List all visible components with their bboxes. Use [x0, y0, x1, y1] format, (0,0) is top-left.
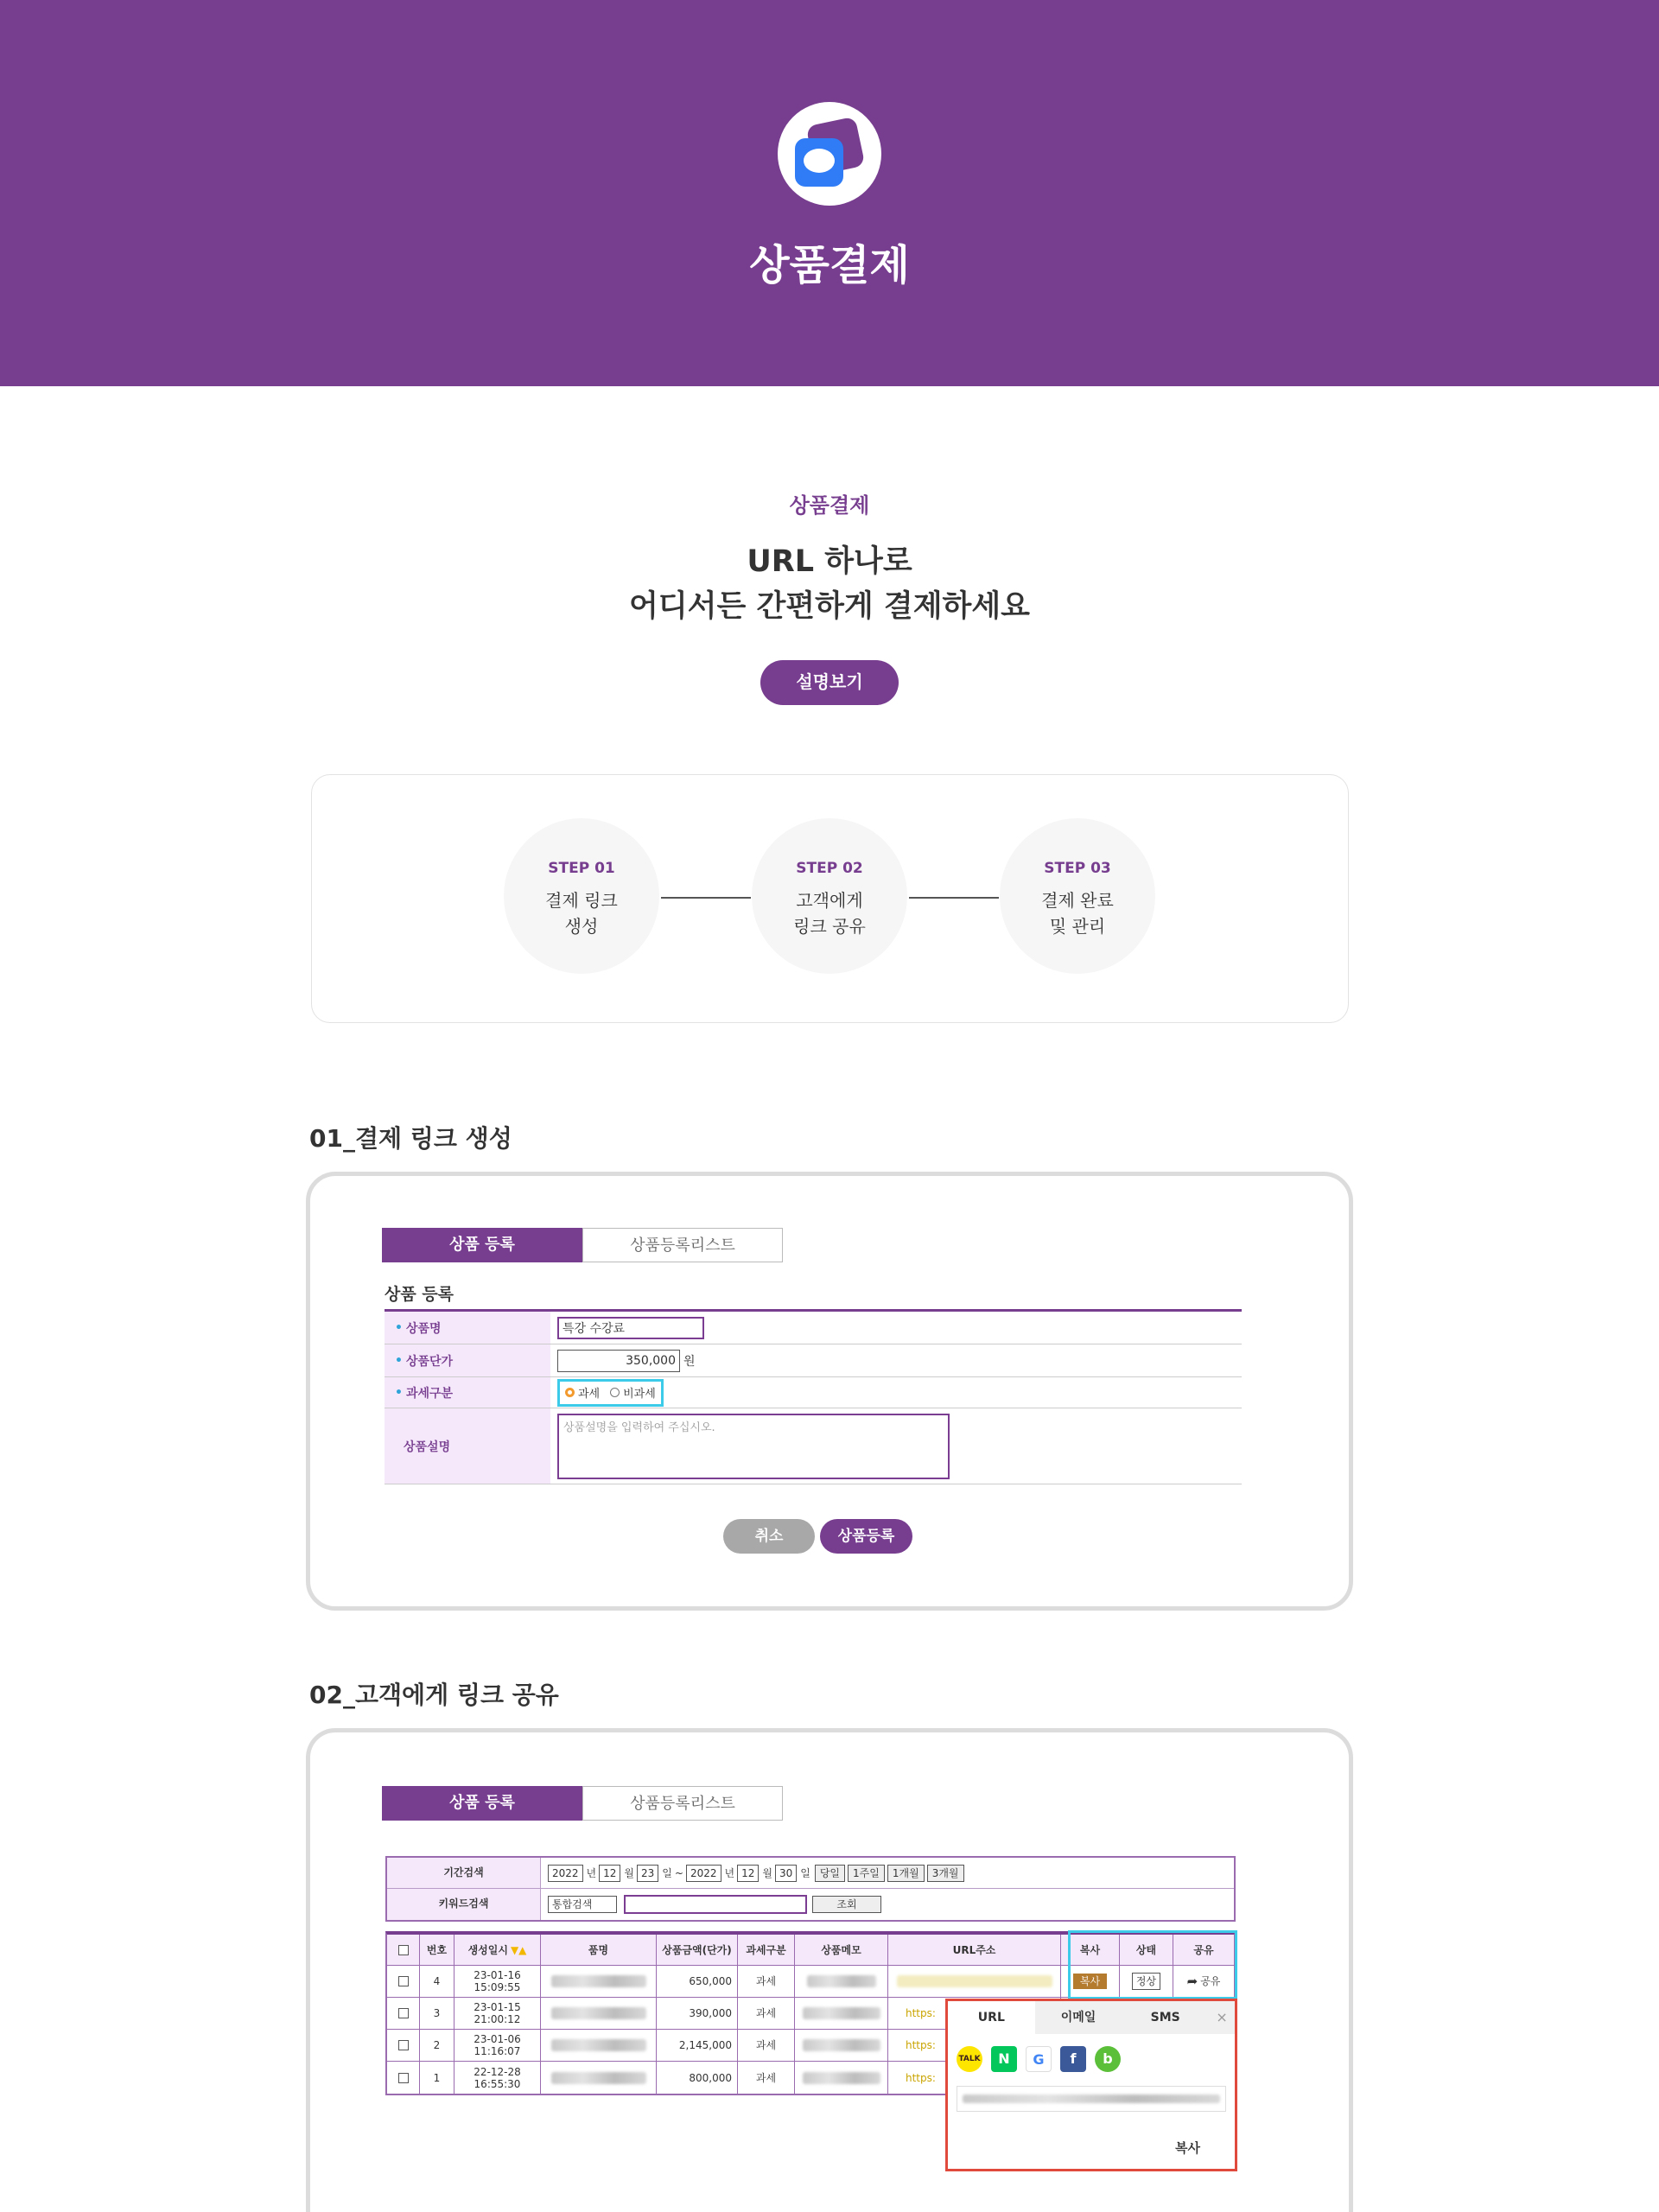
row-created [454, 2062, 541, 2094]
section-2-title: 02_고객에게 링크 공유 [309, 1681, 559, 1709]
step-text-line: 링크 공유 [793, 916, 866, 937]
blurred-item-name [551, 1975, 646, 1987]
row-tax: 과세 [738, 2062, 795, 2094]
row-checkbox[interactable] [398, 2040, 409, 2050]
step-connector [661, 897, 751, 899]
step-3 [1000, 818, 1155, 974]
step-text-line: 및 관리 [1049, 916, 1106, 937]
row-amount: 800,000 [657, 2062, 738, 2094]
tab-product-register[interactable]: 상품 등록 [382, 1228, 582, 1262]
popup-copy-button[interactable]: 복사 [1175, 2140, 1200, 2156]
row-created [454, 1998, 541, 2029]
radio-taxable[interactable] [565, 1388, 575, 1397]
row-created [454, 1966, 541, 1997]
row-date: 23-01-15 [474, 2001, 521, 2013]
form-row-name [385, 1312, 1242, 1344]
blurred-share-url [963, 2094, 1220, 2103]
start-day-select[interactable]: 23 [637, 1865, 658, 1882]
col-created[interactable] [454, 1935, 541, 1965]
search-panel [385, 1856, 1236, 1922]
share-popup-tabs [948, 2001, 1235, 2034]
col-created-label: 생성일시 [467, 1943, 508, 1956]
step-text-line: 고객에게 [796, 890, 863, 911]
row-time: 16:55:30 [474, 2077, 521, 2090]
section-1-title: 01_결제 링크 생성 [309, 1124, 512, 1153]
social-share-icons [948, 2034, 1235, 2072]
step-text-line: 생성 [564, 916, 599, 937]
end-month-select[interactable]: 12 [737, 1865, 759, 1882]
product-form [385, 1309, 1242, 1484]
row-amount: 650,000 [657, 1966, 738, 1997]
tab-product-register[interactable]: 상품 등록 [382, 1786, 582, 1821]
row-tax: 과세 [738, 2030, 795, 2061]
cancel-button[interactable]: 취소 [723, 1519, 815, 1554]
blurred-item-name [551, 2072, 646, 2084]
headline-line-1: URL 하나로 [747, 544, 912, 579]
status-select[interactable]: 정상 [1132, 1973, 1160, 1990]
payment-link-logo-icon [778, 102, 881, 206]
step-connector [909, 897, 999, 899]
step-1 [504, 818, 659, 974]
tax-label-text: 과세구분 [405, 1386, 454, 1401]
period-search-row [387, 1858, 1234, 1889]
desc-label: 상품설명 [385, 1408, 550, 1484]
quick-3month-button[interactable]: 3개월 [927, 1865, 964, 1882]
kakaotalk-icon[interactable]: TALK [957, 2046, 982, 2072]
band-icon[interactable]: b [1095, 2046, 1121, 2072]
row-tax: 과세 [738, 1966, 795, 1997]
hero-banner [0, 0, 1659, 386]
register-product-button[interactable]: 상품등록 [820, 1519, 912, 1554]
share-tab-url[interactable]: URL [948, 2001, 1035, 2034]
share-popup [945, 1999, 1237, 2171]
end-day-select[interactable]: 30 [775, 1865, 797, 1882]
step-number: STEP 01 [548, 860, 615, 877]
step-number: STEP 02 [796, 860, 863, 877]
quick-1month-button[interactable]: 1개월 [887, 1865, 925, 1882]
section-2-tabs [382, 1786, 783, 1821]
keyword-input[interactable] [624, 1895, 807, 1914]
tab-product-list[interactable]: 상품등록리스트 [582, 1228, 783, 1262]
radio-tax-free[interactable] [610, 1388, 620, 1397]
row-time: 15:09:55 [474, 1981, 521, 1993]
row-checkbox[interactable] [398, 2073, 409, 2083]
sort-icon[interactable]: ▼▲ [510, 1943, 527, 1956]
keyword-search-row [387, 1889, 1234, 1920]
form-row-tax [385, 1377, 1242, 1408]
tax-label: • 과세구분 [385, 1377, 550, 1408]
col-share: 공유 [1193, 1943, 1214, 1956]
col-copy: 복사 [1061, 1935, 1120, 1965]
unit: 일 [662, 1867, 672, 1879]
share-tab-sms[interactable]: SMS [1122, 2001, 1209, 2034]
section-1-tabs [382, 1228, 783, 1262]
product-desc-textarea[interactable]: 상품설명을 입력하여 주십시오. [557, 1414, 950, 1479]
blurred-memo [803, 2072, 880, 2084]
action-columns-highlight [1068, 1930, 1237, 1999]
product-name-input[interactable]: 특강 수강료 [557, 1317, 704, 1339]
row-date: 23-01-06 [474, 2033, 521, 2045]
form-row-desc [385, 1408, 1242, 1484]
unit: 월 [762, 1867, 772, 1879]
select-all-checkbox[interactable] [398, 1945, 409, 1955]
quick-1week-button[interactable]: 1주일 [848, 1865, 885, 1882]
period-label: 기간검색 [387, 1858, 541, 1888]
col-memo: 상품메모 [795, 1935, 888, 1965]
steps-panel [311, 774, 1349, 1023]
radio-taxable-label: 과세 [578, 1388, 601, 1401]
quick-today-button[interactable]: 당일 [815, 1865, 845, 1882]
step-number: STEP 03 [1044, 860, 1111, 877]
share-arrow-icon: ➦ [1186, 1974, 1198, 1989]
blurred-memo [807, 1975, 876, 1987]
range-tilde: ~ [674, 1866, 683, 1879]
row-date: 23-01-16 [474, 1969, 521, 1981]
row-checkbox[interactable] [398, 2008, 409, 2018]
row-amount: 390,000 [657, 1998, 738, 2029]
price-unit: 원 [683, 1354, 696, 1369]
search-button[interactable]: 조회 [812, 1896, 881, 1913]
naver-icon[interactable]: N [991, 2046, 1017, 2072]
step-text [752, 887, 907, 939]
form-title: 상품 등록 [385, 1285, 454, 1304]
row-time: 21:00:12 [474, 2013, 521, 2025]
product-price-input[interactable]: 350,000 [557, 1350, 680, 1372]
row-tax: 과세 [738, 1998, 795, 2029]
col-url: URL주소 [888, 1935, 1061, 1965]
price-label: • 상품단가 [385, 1344, 550, 1376]
blurred-item-name [551, 2007, 646, 2019]
facebook-icon[interactable]: f [1060, 2046, 1086, 2072]
share-label: 공유 [1200, 1975, 1221, 1987]
view-explanation-button[interactable]: 설명보기 [760, 660, 899, 705]
radio-tax-free-label: 비과세 [623, 1388, 656, 1401]
blurred-item-name [551, 2039, 646, 2051]
row-created [454, 2030, 541, 2061]
unit: 년 [586, 1867, 597, 1879]
blurred-memo [803, 2039, 880, 2051]
name-label-text: 상품명 [405, 1321, 442, 1336]
headline-line-2: 어디서든 간편하게 결제하세요 [629, 589, 1030, 624]
row-number: 4 [420, 1966, 454, 1997]
step-text-line: 결제 링크 [545, 890, 618, 911]
intro-headline [0, 539, 1659, 629]
blurred-url [897, 1975, 1052, 1987]
tab-product-list[interactable]: 상품등록리스트 [582, 1786, 783, 1821]
start-month-select[interactable]: 12 [599, 1865, 620, 1882]
copy-url-button[interactable]: 복사 [1073, 1974, 1107, 1989]
hero-title: 상품결제 [749, 241, 910, 289]
step-text [1000, 887, 1155, 939]
price-label-text: 상품단가 [405, 1354, 454, 1369]
step-text-line: 결제 완료 [1041, 890, 1114, 911]
row-amount: 2,145,000 [657, 2030, 738, 2061]
row-number: 1 [420, 2062, 454, 2094]
google-icon[interactable]: G [1026, 2046, 1052, 2072]
start-year-select[interactable]: 2022 [548, 1865, 583, 1882]
col-status: 상태 [1120, 1935, 1173, 1965]
col-tax: 과세구분 [738, 1935, 795, 1965]
unit: 년 [724, 1867, 735, 1879]
step-text [504, 887, 659, 939]
close-icon[interactable]: × [1209, 2001, 1235, 2034]
row-checkbox[interactable] [398, 1976, 409, 1986]
end-year-select[interactable]: 2022 [686, 1865, 721, 1882]
form-row-price [385, 1344, 1242, 1377]
row-url[interactable]: https: [888, 1998, 1061, 2029]
row-time: 11:16:07 [474, 2045, 521, 2057]
share-tab-email[interactable]: 이메일 [1035, 2001, 1122, 2034]
share-url-field[interactable] [957, 2086, 1226, 2112]
unit: 월 [624, 1867, 635, 1879]
col-amount: 상품금액(단가) [657, 1935, 738, 1965]
step-2 [752, 818, 907, 974]
row-number: 3 [420, 1998, 454, 2029]
tax-radio-group [557, 1379, 664, 1407]
keyword-type-select[interactable]: 통합검색 [548, 1896, 617, 1913]
blurred-memo [803, 2007, 880, 2019]
row-url[interactable]: https: [888, 2062, 1061, 2094]
row-url[interactable]: https: [888, 2030, 1061, 2061]
keyword-label: 키워드검색 [387, 1889, 541, 1920]
col-number: 번호 [420, 1935, 454, 1965]
row-date: 22-12-28 [474, 2065, 521, 2078]
intro-label: 상품결제 [789, 493, 870, 518]
row-number: 2 [420, 2030, 454, 2061]
name-label: • 상품명 [385, 1312, 550, 1344]
unit: 일 [800, 1867, 810, 1879]
col-item: 품명 [541, 1935, 657, 1965]
